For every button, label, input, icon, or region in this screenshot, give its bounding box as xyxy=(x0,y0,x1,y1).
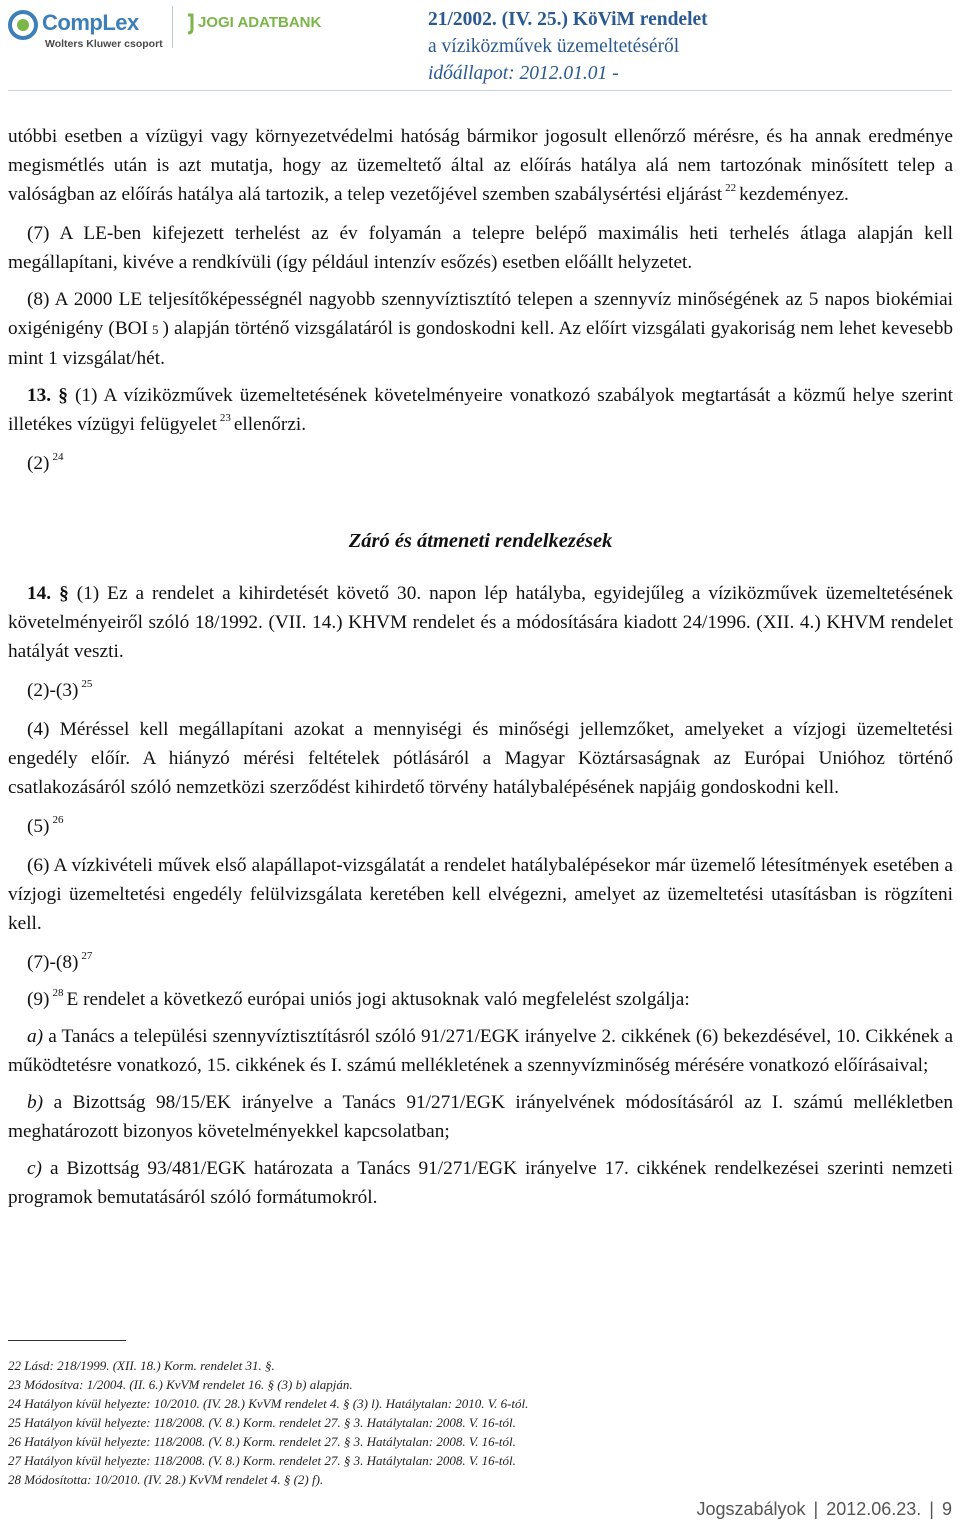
footnote-ref-24[interactable]: 24 xyxy=(52,451,64,463)
page-footer xyxy=(696,1499,952,1520)
list-item-a: a) a Tanács a települési szennyvíztisztításról szóló 91/271/EGK irányelve 2. cikkének (6) bekezdésével, 10. Cikkének a működtetésre vonatkozó, 15. cikkének és I. számú mellékletének a szennyvízminőség mérésére vonatkozó előírásaival; xyxy=(8,1026,953,1076)
section-14-number: 14. xyxy=(27,583,52,604)
bod-subscript: 5 xyxy=(152,322,159,337)
section-14-paragraph-4: (4) Méréssel kell megállapítani azokat a mennyiségi és minőségi jellemzőket, amelyeket a vízjogi üzemeltetési engedély előír. A hiányzó mérési feltételek pótlásáról a Magyar Köztársaságnak az Európai Unióhoz történő csatlakozásáról szóló nemzetközi szerződést kihirdető törvény hatálybalépésének napjáig gondoskodni kell. xyxy=(8,719,953,798)
complex-logo-subtitle: Wolters Kluwer csoport xyxy=(45,38,163,50)
footnote-23: 23 Módosítva: 1/2004. (II. 6.) KvVM rendelet 16. § (3) b) alapján. xyxy=(8,1377,353,1392)
footnote-ref-27[interactable]: 27 xyxy=(81,950,93,962)
page-number: 9 xyxy=(941,1499,952,1519)
footnotes xyxy=(8,1356,908,1489)
footnote-24: 24 Hatályon kívül helyezte: 10/2010. (IV. 28.) KvVM rendelet 4. § (3) l). Hatálytalan: 2010. V. 6-tól. xyxy=(8,1396,529,1411)
complex-logo-name: CompLex xyxy=(42,10,139,35)
footer-separator-1: | xyxy=(813,1499,819,1519)
paragraph-7: (7) A LE-ben kifejezett terhelést az év folyamán a telepre belépő maximális heti terhelés átlaga alapján kell megállapítani, kivéve a rendkívüli (így például intenzív esőzés) esetben előállt helyzetet. xyxy=(8,223,953,273)
footer-source: Jogszabályok xyxy=(696,1499,806,1519)
section-13-paragraph-1: 13. § (1) A víziközművek üzemeltetésének követelményeire vonatkozó szabályok megtartását a közmű helye szerint illetékes vízügyi felügyelet $^{23}$ ellenőrzi. xyxy=(8,385,953,435)
jogi-adatbank-logo xyxy=(186,12,336,42)
paragraph-8: (8) A 2000 LE teljesítőképességnél nagyobb szennyvíztisztító telepen a szennyvíz minőségének az 5 napos biokémiai oxigénigény (BOI 5 ) alapján történő vizsgálatáról is gondoskodni kell. Az előírt vizsgálati gyakoriság nem lehet kevesebb mint 1 vizsgálat/hét. xyxy=(8,289,953,369)
document-status-date: időállapot: 2012.01.01 - xyxy=(428,63,619,84)
section-14-paragraph-2-3: (2)-(3) $^{25}$ xyxy=(27,678,93,701)
document-body xyxy=(8,122,953,1212)
paragraph-continued: utóbbi esetben a vízügyi vagy környezetvédelmi hatóság bármikor jogosult ellenőrző mérésre, és ha annak eredménye megismétlés után is azt mutatja, hogy az üzemeltető által az előírás hatálya alá nem tartozónak minősített telep a valóságban az előírás hatálya alá tartozik, a telep vezetőjével szemben szabálysértési eljárást $^{22}$ kezdeményez. xyxy=(8,126,953,205)
footnote-ref-23[interactable]: 23 xyxy=(219,412,231,424)
footnote-ref-22[interactable]: 22 xyxy=(725,182,737,194)
footnote-27: 27 Hatályon kívül helyezte: 118/2008. (V. 8.) Korm. rendelet 27. § 3. Hatálytalan: 2008. V. 16-tól. xyxy=(8,1453,516,1468)
footnote-28: 28 Módosította: 10/2010. (IV. 28.) KvVM rendelet 4. § (2) f). xyxy=(8,1472,324,1487)
list-item-b: b) a Bizottság 98/15/EK irányelve a Tanács 91/271/EGK irányelvének módosításáról az I. számú mellékletben meghatározott bizonyos követelményekkel kapcsolatban; xyxy=(8,1092,953,1142)
footnote-ref-28[interactable]: 28 xyxy=(52,987,64,999)
complex-logo xyxy=(8,8,168,52)
list-item-c: c) a Bizottság 93/481/EGK határozata a Tanács 91/271/EGK irányelve 17. cikkének rendelkezései szerinti nemzeti programok bemutatásáról szóló formátumokról. xyxy=(8,1158,953,1208)
logo-divider xyxy=(172,6,173,48)
footnote-26: 26 Hatályon kívül helyezte: 118/2008. (V. 8.) Korm. rendelet 27. § 3. Hatálytalan: 2008. V. 16-tól. xyxy=(8,1434,516,1449)
section-heading: Záró és átmeneti rendelkezések xyxy=(348,530,613,552)
header-divider xyxy=(8,90,952,91)
footnote-ref-25[interactable]: 25 xyxy=(81,678,93,690)
section-13-paragraph-2: (2) $^{24}$ xyxy=(27,451,64,474)
footer-separator-2: | xyxy=(929,1499,934,1519)
section-14-paragraph-1: 14. § (1) Ez a rendelet a kihirdetését követő 30. napon lép hatályba, egyidejűleg a víziközművek üzemeltetésének követelményeiről szóló 18/1992. (VII. 14.) KHVM rendelet és a módosítására kiadott 24/1996. (XII. 4.) KHVM rendelet hatályát veszti. xyxy=(8,583,953,662)
document-title-line2: a víziközművek üzemeltetéséről xyxy=(428,36,680,57)
document-title-line1: 21/2002. (IV. 25.) KöViM rendelet xyxy=(428,9,708,30)
footnote-22: 22 Lásd: 218/1999. (XII. 18.) Korm. rendelet 31. §. xyxy=(8,1358,275,1373)
page-header xyxy=(0,0,960,90)
footnote-ref-26[interactable]: 26 xyxy=(52,814,64,826)
document-title xyxy=(428,6,848,87)
jogi-logo-name: JOGI ADATBANK xyxy=(198,14,322,31)
section-14-paragraph-7-8: (7)-(8) $^{27}$ xyxy=(27,950,93,973)
complex-logo-icon xyxy=(8,10,38,40)
footnote-divider xyxy=(8,1340,126,1341)
section-14-paragraph-9: (9) $^{28}$ E rendelet a következő európai uniós jogi aktusoknak való megfelelést szolgálja: xyxy=(27,987,690,1010)
section-14-paragraph-5: (5) $^{26}$ xyxy=(27,814,64,837)
footnote-25: 25 Hatályon kívül helyezte: 118/2008. (V. 8.) Korm. rendelet 27. § 3. Hatálytalan: 2008. V. 16-tól. xyxy=(8,1415,516,1430)
footer-date: 2012.06.23. xyxy=(826,1499,922,1519)
section-13-number: 13. xyxy=(27,385,52,406)
section-14-paragraph-6: (6) A vízkivételi művek első alapállapot-vizsgálatát a rendelet hatálybalépésekor már üzemelő létesítmények esetében a vízjogi üzemeltetési engedély felülvizsgálata keretében kell elvégezni, amelyet az üzemeltetési utasításban is rögzíteni kell. xyxy=(8,855,953,934)
